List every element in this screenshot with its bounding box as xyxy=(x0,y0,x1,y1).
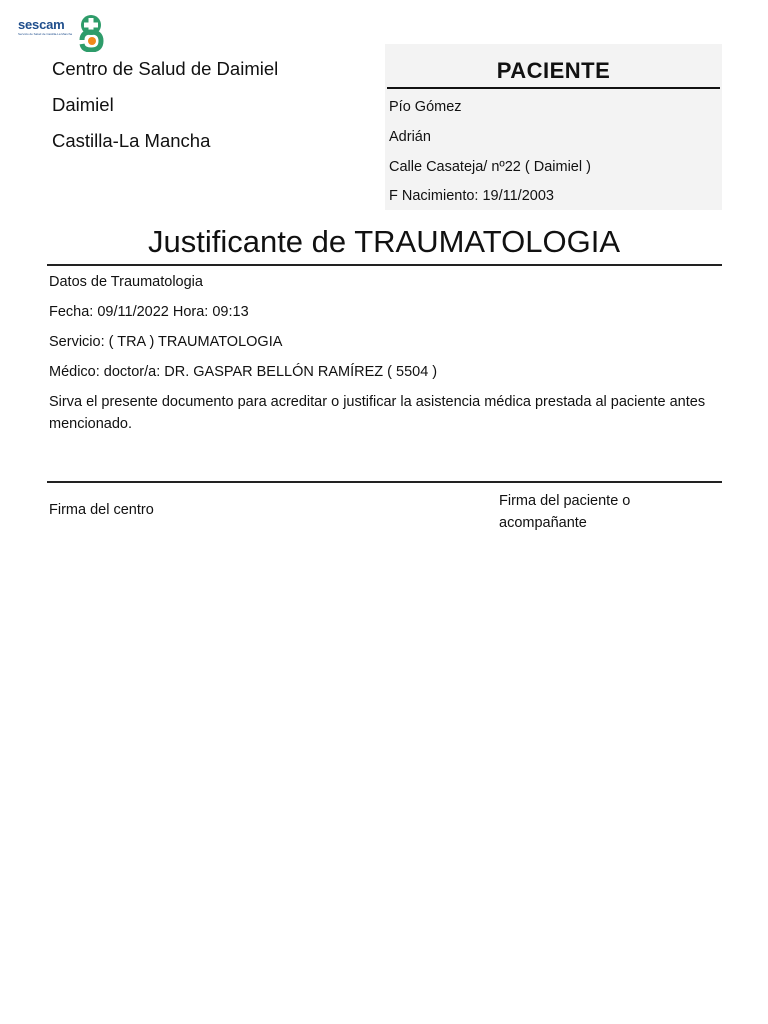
health-cross-icon xyxy=(74,12,106,52)
patient-first-name: Adrián xyxy=(389,129,431,145)
patient-divider xyxy=(387,87,720,89)
visit-date-time: Fecha: 09/11/2022 Hora: 09:13 xyxy=(49,304,249,320)
logo-tagline: Servicio de Salud de Castilla-La Mancha xyxy=(18,33,73,36)
title-divider xyxy=(47,264,722,266)
logo-wordmark: sescam xyxy=(18,17,65,32)
patient-address: Calle Casateja/ nº22 ( Daimiel ) xyxy=(389,159,591,175)
patient-heading: PACIENTE xyxy=(496,58,611,83)
attendance-statement: Sirva el presente documento para acreditar o justificar la asistencia médica prestada al paciente antes mencionado. xyxy=(49,394,706,432)
service-line: Servicio: ( TRA ) TRAUMATOLOGIA xyxy=(49,334,283,350)
section-label: Datos de Traumatologia xyxy=(49,274,203,290)
doctor-line: Médico: doctor/a: DR. GASPAR BELLÓN RAMÍREZ ( 5504 ) xyxy=(49,364,438,380)
centre-name: Centro de Salud de Daimiel xyxy=(52,58,279,79)
centre-signature-label: Firma del centro xyxy=(49,502,154,518)
document-title: Justificante de TRAUMATOLOGIA xyxy=(147,224,621,259)
centre-city: Daimiel xyxy=(52,94,114,115)
signature-divider xyxy=(47,481,722,483)
patient-birth-date: F Nacimiento: 19/11/2003 xyxy=(389,188,554,204)
centre-region: Castilla-La Mancha xyxy=(52,130,211,151)
patient-surnames: Pío Gómez xyxy=(389,99,462,115)
patient-signature-label: Firma del paciente o acompañante xyxy=(499,493,631,531)
sescam-logo xyxy=(14,12,106,52)
patient-box xyxy=(385,44,722,210)
